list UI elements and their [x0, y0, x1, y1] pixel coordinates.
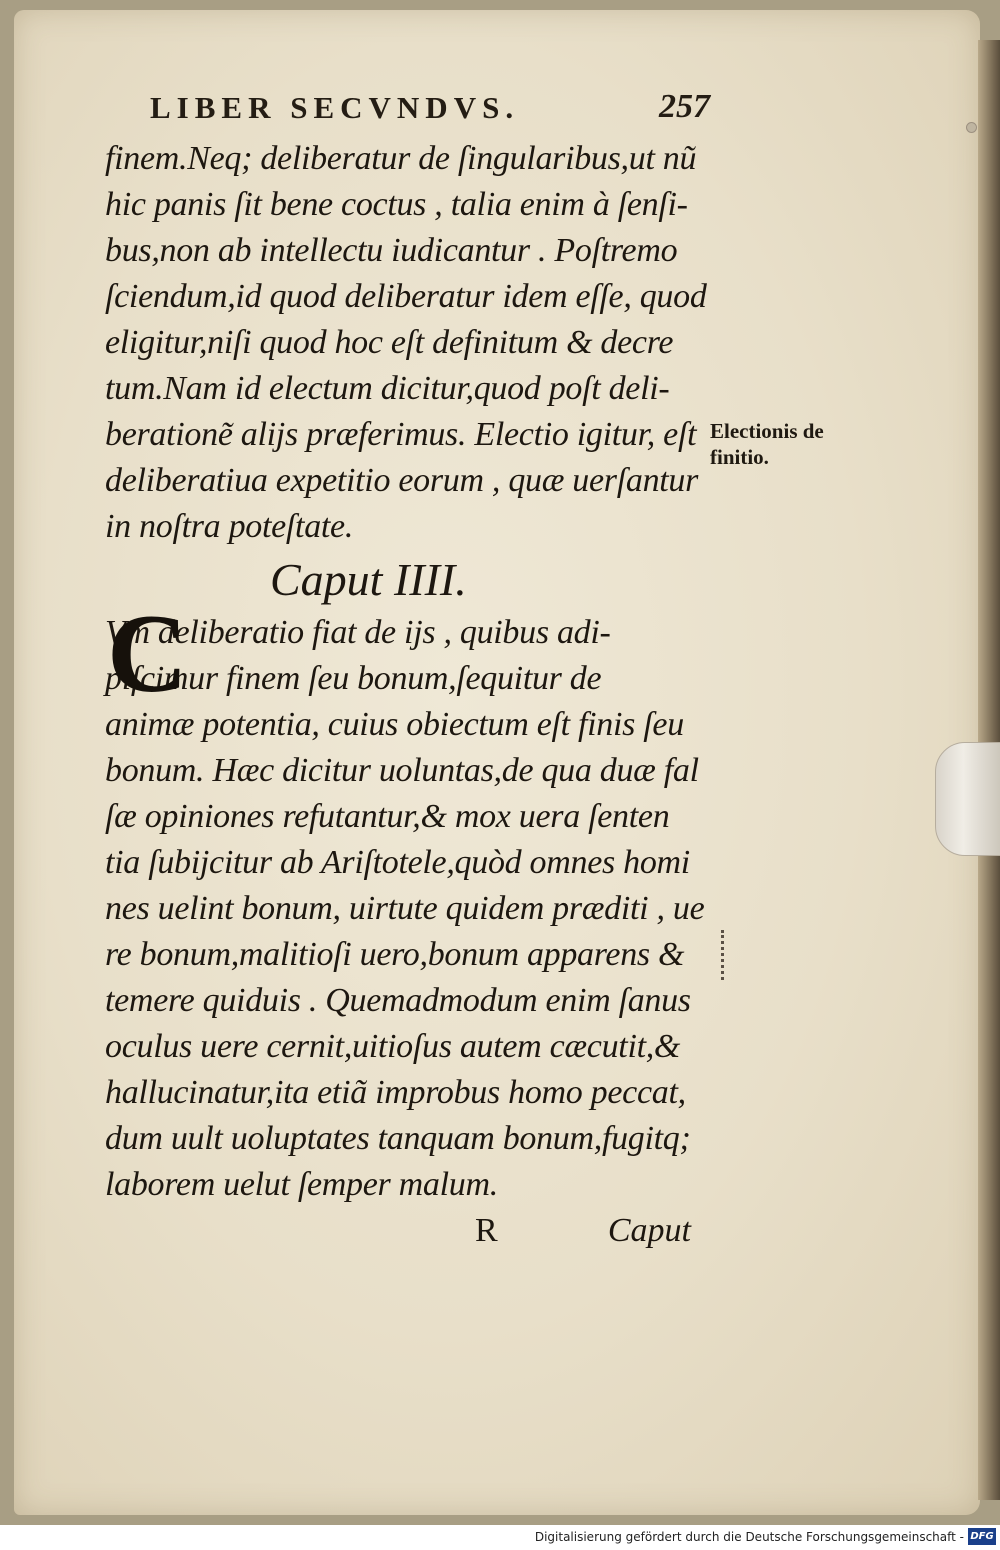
text-line: eligitur,niſi quod hoc eſt definitum & decre	[105, 324, 674, 361]
text-line: animæ potentia, cuius obiectum eſt finis ſeu	[105, 706, 684, 743]
paragraph-2	[105, 592, 715, 1208]
text-line: bus,non ab intellectu iudicantur . Poſtremo	[105, 232, 678, 269]
text-line: in noſtra poteſtate.	[105, 508, 354, 545]
text-line: nes uelint bonum, uirtute quidem præditi , ue	[105, 890, 705, 927]
text-line: tum.Nam id electum dicitur,quod poſt deli-	[105, 370, 670, 407]
text-line: hic panis ſit bene coctus , talia enim à ſenſi-	[105, 186, 688, 223]
paper-blemish	[966, 122, 977, 133]
ink-specks	[721, 930, 728, 980]
text-line: piſcimur finem ſeu bonum,ſequitur de	[105, 660, 602, 697]
page-header	[150, 90, 710, 134]
funding-credit: Digitalisierung gefördert durch die Deutsche Forschungsgemeinschaft -	[534, 1530, 964, 1544]
text-line: finem.Neq; deliberatur de ſingularibus,ut nũ	[105, 140, 697, 177]
drop-cap: C	[107, 592, 188, 716]
footer-bar	[0, 1525, 1000, 1550]
text-line: tia ſubijcitur ab Ariſtotele,quòd omnes homi	[105, 844, 690, 881]
text-line: Vm deliberatio fiat de ijs , quibus adi-	[105, 614, 611, 651]
dfg-logo: DFG	[968, 1528, 996, 1545]
running-head: LIBER SECVNDVS.	[150, 90, 520, 125]
thumb-tab	[935, 742, 1000, 856]
catchword: Caput	[607, 1212, 691, 1249]
page-number: 257	[659, 88, 710, 125]
text-line: oculus uere cernit,uitioſus autem cæcutit,&	[105, 1028, 681, 1065]
text-line: ſciendum,id quod deliberatur idem eſſe, quod	[105, 278, 707, 315]
text-line: re bonum,malitioſi uero,bonum apparens &	[105, 936, 685, 973]
catchline	[475, 1212, 705, 1262]
signature-mark: R	[475, 1212, 498, 1249]
chapter-title: Caput IIII.	[270, 554, 467, 605]
text-line: deliberatiua expetitio eorum , quæ uerſantur	[105, 462, 699, 499]
margin-note-line: Electionis de	[710, 419, 824, 443]
text-line: temere quiduis . Quemadmodum enim ſanus	[105, 982, 691, 1019]
text-line: dum uult uoluptates tanquam bonum,fugitq;	[105, 1120, 691, 1157]
margin-note	[710, 418, 880, 470]
text-line: beratione͂ alijs præferimus. Electio igitur, eſt	[105, 416, 697, 453]
paragraph-1	[105, 136, 715, 550]
text-line: laborem uelut ſemper malum.	[105, 1166, 498, 1203]
text-line: bonum. Hæc dicitur uoluntas,de qua duæ fal	[105, 752, 699, 789]
margin-note-line: finitio.	[710, 445, 769, 469]
text-line: hallucinatur,ita etiã improbus homo peccat,	[105, 1074, 686, 1111]
text-line: ſæ opiniones refutantur,& mox uera ſenten	[105, 798, 670, 835]
main-text	[105, 136, 715, 1208]
